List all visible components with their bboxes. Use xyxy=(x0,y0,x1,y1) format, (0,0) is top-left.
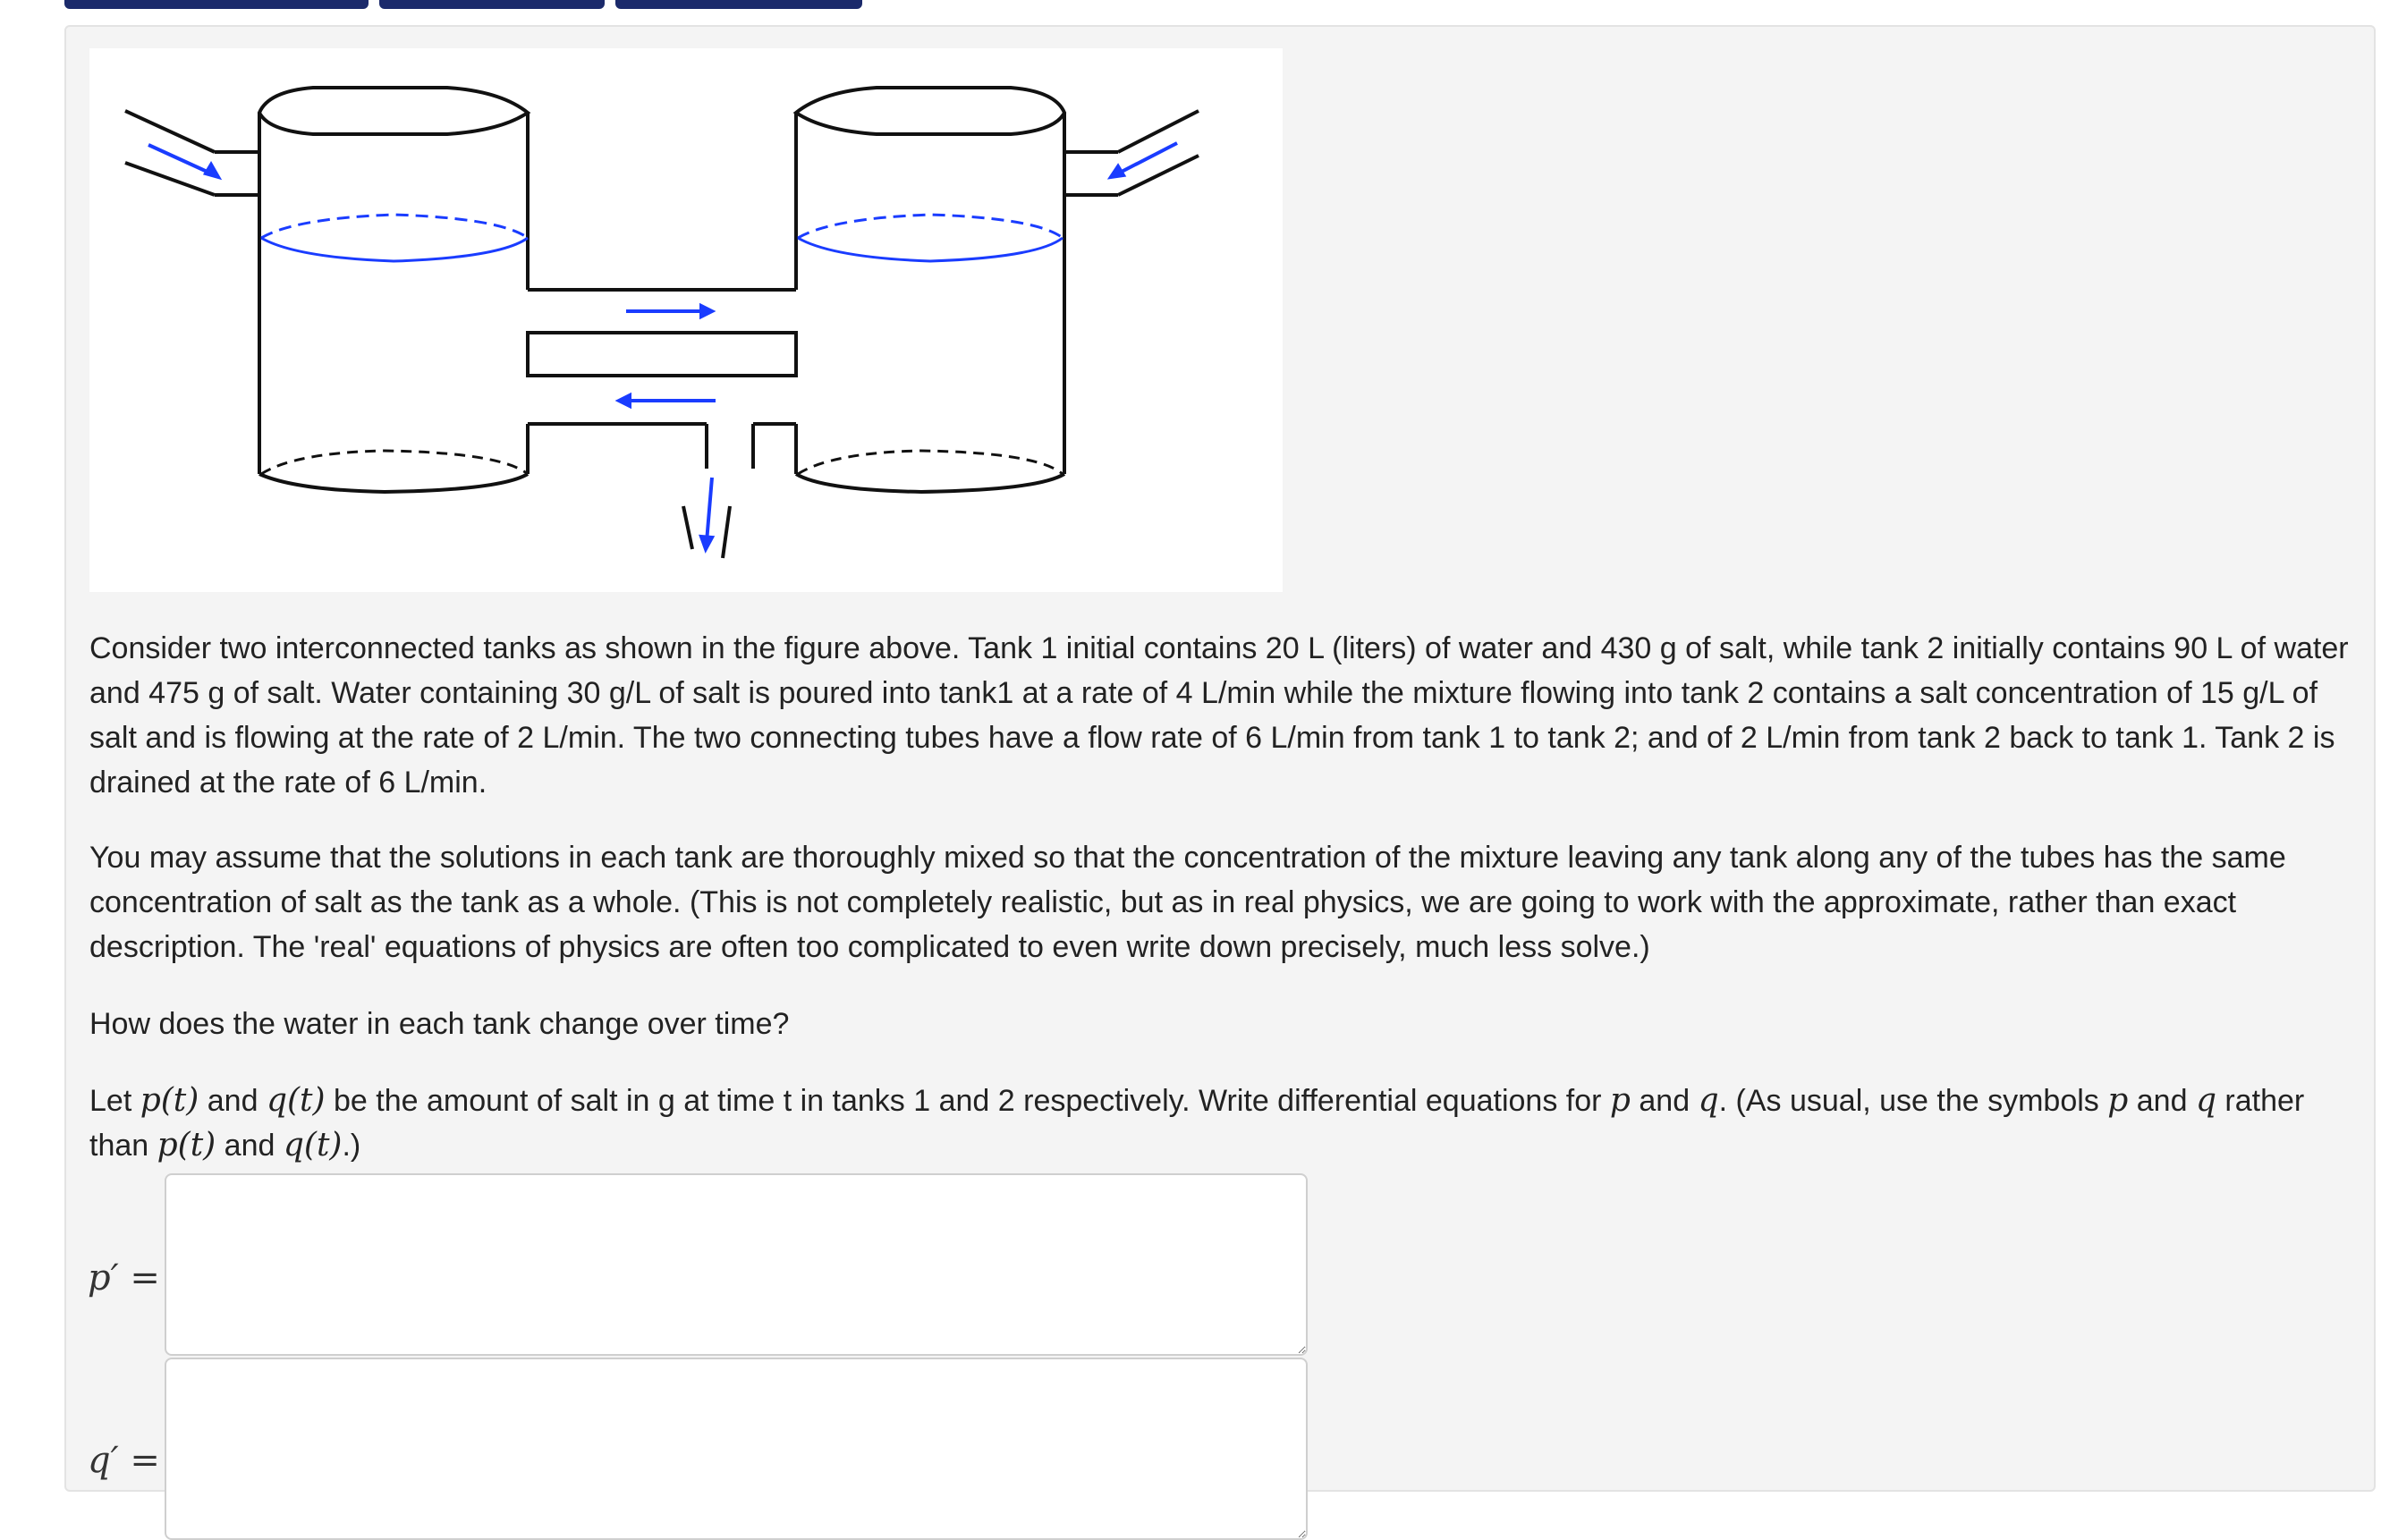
nav-tab-2[interactable] xyxy=(379,0,605,9)
problem-card xyxy=(64,25,2376,1492)
math-q: q xyxy=(2195,1082,2216,1119)
instr-text: and xyxy=(2128,1084,2196,1118)
math-q-of-t: q(t) xyxy=(266,1082,326,1119)
problem-paragraph-setup: Consider two interconnected tanks as shown in the figure above. Tank 1 initial contains 20 L (liters) of water and 430 g of salt, while tank 2 initially contains 90 L of water and 475 g of salt. Water containing 30 g/L of salt is poured into tank1 at a rate of 4 L/min while the mixture flowing into tank 2 contains a salt concentration of 15 g/L of salt and is flowing at the rate of 2 L/min. The two connecting tubes have a flow rate of 6 L/min from tank 1 to tank 2; and of 2 L/min from tank 2 back to tank 1. Tank 2 is drained at the rate of 6 L/min. xyxy=(89,631,2349,800)
problem-paragraph-instructions xyxy=(89,1079,2361,1168)
problem-paragraph-assumptions: You may assume that the solutions in each tank are thoroughly mixed so that the concentration of the mixture leaving any tank along any of the tubes has the same concentration of salt as the tank as a whole. (This is not completely realistic, but as in real physics, we are going to work with the approximate, rather than exact description. The 'real' equations of physics are often too complicated to even write down precisely, much less solve.) xyxy=(89,841,2286,964)
instr-text: be the amount of salt in g at time t in tanks 1 and 2 respectively. Write differential equations for xyxy=(325,1084,1610,1118)
top-nav-strip xyxy=(64,0,862,9)
p-prime-answer-input[interactable] xyxy=(165,1173,1308,1356)
instr-text: and xyxy=(216,1129,284,1163)
instr-text: . (As usual, use the symbols xyxy=(1718,1084,2108,1118)
equals-sign: = xyxy=(118,1257,160,1299)
math-p-of-t: p(t) xyxy=(140,1082,199,1119)
math-q: q xyxy=(1698,1082,1719,1119)
p-prime-symbol: p′ xyxy=(88,1257,119,1299)
instr-text: Let xyxy=(89,1084,140,1118)
problem-paragraph-question: How does the water in each tank change over time? xyxy=(89,1007,790,1041)
q-prime-label xyxy=(88,1440,160,1481)
p-prime-label xyxy=(88,1257,160,1299)
instr-text: rather than xyxy=(89,1084,2305,1163)
nav-tab-3[interactable] xyxy=(615,0,862,9)
tanks-diagram xyxy=(89,48,1283,592)
math-q-of-t: q(t) xyxy=(283,1127,343,1163)
q-prime-symbol: q′ xyxy=(88,1440,119,1481)
instr-text: .) xyxy=(342,1129,361,1163)
math-p-of-t: p(t) xyxy=(157,1127,216,1163)
math-p: p xyxy=(1609,1082,1631,1119)
math-p: p xyxy=(2107,1082,2129,1119)
q-prime-answer-input[interactable] xyxy=(165,1358,1308,1540)
instr-text: and xyxy=(1630,1084,1699,1118)
nav-tab-1[interactable] xyxy=(64,0,369,9)
instr-text: and xyxy=(199,1084,267,1118)
equals-sign: = xyxy=(118,1440,160,1481)
tanks-figure xyxy=(89,48,1283,592)
